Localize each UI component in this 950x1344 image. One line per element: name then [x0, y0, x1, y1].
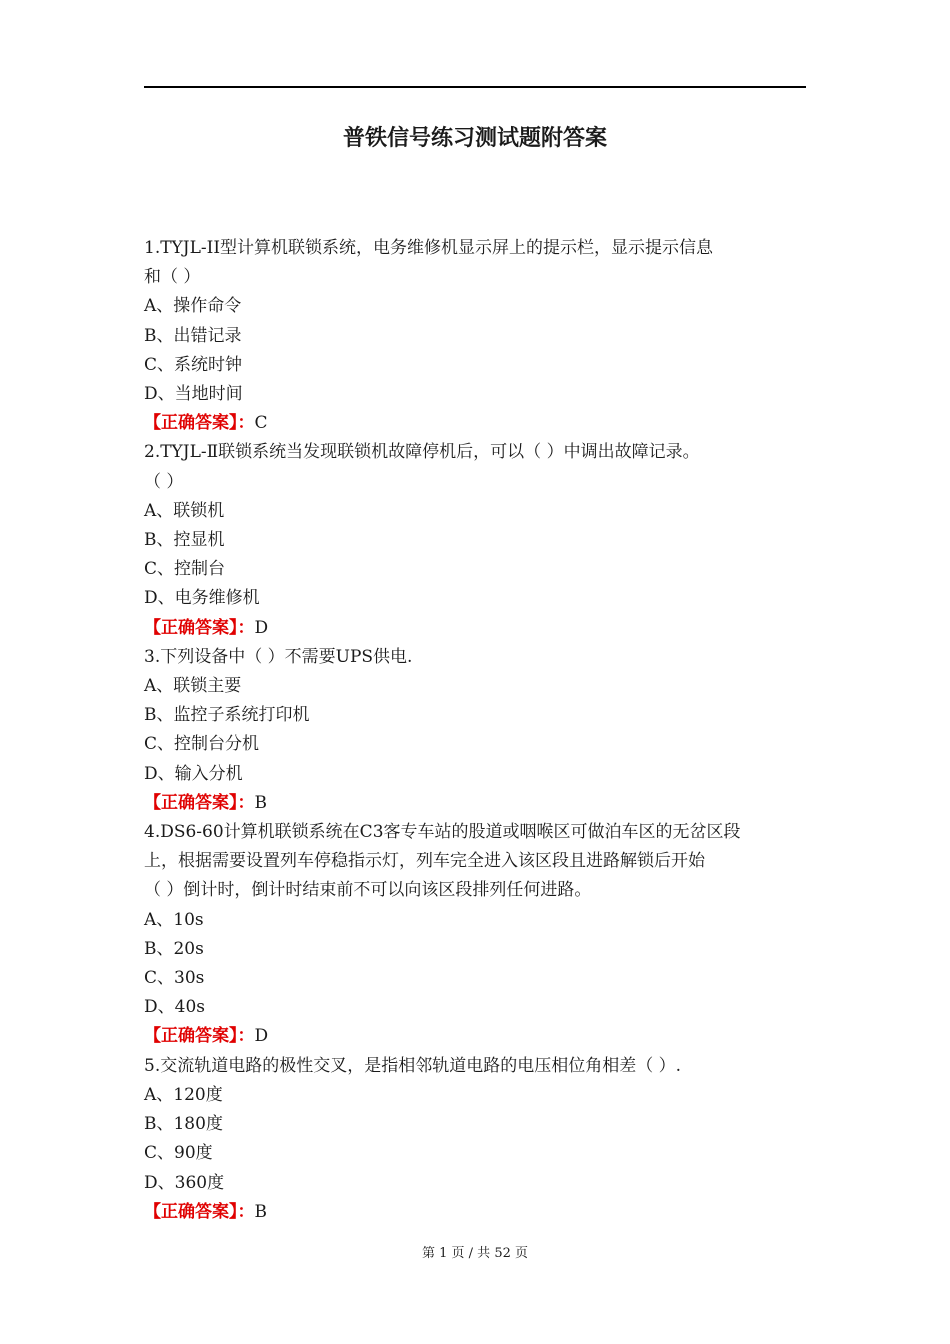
correct-answer [144, 789, 806, 818]
option-a: A、联锁主要 [144, 676, 242, 697]
option-d: D、40s [144, 997, 205, 1018]
answer-label: 【正确答案】： [144, 413, 255, 434]
page-footer: 第 1 页 / 共 52 页 [422, 1246, 528, 1261]
correct-answer [144, 614, 806, 643]
question-2 [144, 438, 806, 642]
answer-value: D [254, 617, 269, 638]
option-b: B、180度 [144, 1114, 223, 1135]
question-3 [144, 643, 806, 818]
option-c: C、控制台分机 [144, 734, 260, 755]
option-c: C、系统时钟 [144, 354, 243, 375]
option-d: D、360度 [144, 1172, 225, 1193]
option-d: D、当地时间 [144, 384, 243, 405]
correct-answer [144, 1198, 806, 1227]
answer-label: 【正确答案】： [144, 1201, 255, 1222]
correct-answer [144, 1022, 806, 1051]
option-c: C、控制台 [144, 559, 226, 580]
option-d: D、电务维修机 [144, 588, 260, 609]
question-5 [144, 1052, 806, 1227]
answer-value: D [254, 1026, 269, 1047]
question-text-line: 上，根据需要设置列车停稳指示灯，列车完全进入该区段且进路解锁后开始 [144, 851, 705, 872]
option-a: A、操作命令 [144, 296, 242, 317]
option-b: B、控显机 [144, 530, 225, 551]
question-4 [144, 818, 806, 1052]
answer-value: C [254, 413, 268, 434]
option-b: B、监控子系统打印机 [144, 705, 310, 726]
answer-label: 【正确答案】： [144, 792, 255, 813]
question-text-line: 3.下列设备中（ ）不需要UPS供电. [144, 646, 413, 667]
answer-label: 【正确答案】： [144, 617, 255, 638]
option-b: B、20s [144, 938, 204, 959]
option-b: B、出错记录 [144, 325, 242, 346]
question-list [144, 234, 806, 1227]
document-title: 普铁信号练习测试题附答案 [342, 125, 607, 151]
question-text-line: （ ） [144, 471, 184, 492]
question-1 [144, 234, 806, 438]
question-text-line: 5.交流轨道电路的极性交叉，是指相邻轨道电路的电压相位角相差（ ）. [144, 1055, 682, 1076]
question-text-line: （ ）倒计时，倒计时结束前不可以向该区段排列任何进路。 [144, 880, 592, 901]
option-a: A、120度 [144, 1084, 223, 1105]
option-c: C、90度 [144, 1143, 213, 1164]
header-rule [144, 86, 806, 88]
answer-value: B [254, 792, 267, 813]
question-text-line: 4.DS6-60计算机联锁系统在C3客专车站的股道或咽喉区可做泊车区的无岔区段 [144, 822, 741, 843]
option-d: D、输入分机 [144, 763, 243, 784]
question-text-line: 1.TYJL-II型计算机联锁系统，电务维修机显示屏上的提示栏，显示提示信息 [144, 238, 714, 258]
answer-label: 【正确答案】： [144, 1026, 255, 1047]
correct-answer [144, 409, 806, 438]
option-a: A、联锁机 [144, 500, 225, 521]
question-text-line: 2.TYJL-Ⅱ联锁系统当发现联锁机故障停机后，可以（ ）中调出故障记录。 [144, 442, 700, 463]
option-c: C、30s [144, 968, 205, 989]
answer-value: B [254, 1201, 267, 1222]
question-text-line: 和（ ） [144, 267, 201, 288]
option-a: A、10s [144, 909, 204, 930]
